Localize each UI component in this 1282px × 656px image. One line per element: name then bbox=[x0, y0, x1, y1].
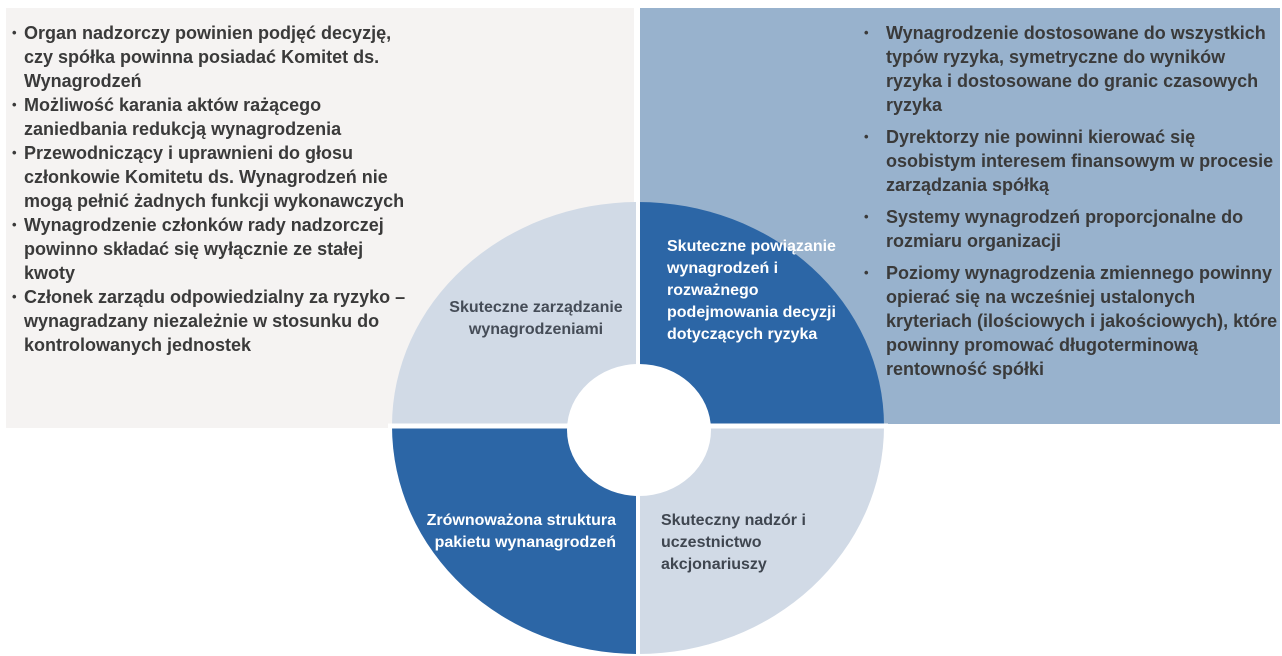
left-bullet-list bbox=[24, 21, 409, 357]
left-bullet-item: • Organ nadzorczy powinien podjęć decyzję, czy spółka powinna posiadać Komitet ds. Wynagrodzeń bbox=[24, 21, 409, 93]
quadrant-label-top-left: Skuteczne zarządzanie wynagrodzeniami bbox=[449, 299, 623, 338]
center-circle bbox=[567, 364, 711, 496]
left-bullet-item: • Przewodniczący i uprawnieni do głosu członkowie Komitetu ds. Wynagrodzeń nie mogą pełnić żadnych funkcji wykonawczych bbox=[24, 141, 409, 213]
quadrant-label-top-right: Skuteczne powiązanie wynagrodzeń i rozważnego podejmowania decyzji dotyczących ryzyka bbox=[667, 238, 836, 343]
right-bullet-item: • Wynagrodzenie dostosowane do wszystkich typów ryzyka, symetryczne do wyników ryzyka i dostosowane do granic czasowych ryzyka bbox=[886, 21, 1278, 117]
right-bullet-list bbox=[886, 21, 1278, 389]
quadrant-label-bottom-left: Zrównoważona struktura pakietu wynanagrodzeń bbox=[426, 512, 616, 551]
right-bullet-item: • Poziomy wynagrodzenia zmiennego powinny opierać się na wcześniej ustalonych kryteriach (ilościowych i jakościowych), które powinny promować długoterminową rentowność spółki bbox=[886, 261, 1278, 381]
left-bullet-item: • Możliwość karania aktów rażącego zaniedbania redukcją wynagrodzenia bbox=[24, 93, 409, 141]
right-bullet-item: • Dyrektorzy nie powinni kierować się osobistym interesem finansowym w procesie zarządzania spółką bbox=[886, 125, 1278, 197]
left-bullet-item: • Członek zarządu odpowiedzialny za ryzyko – wynagradzany niezależnie w stosunku do kontrolowanych jednostek bbox=[24, 285, 409, 357]
left-bullet-item: • Wynagrodzenie członków rady nadzorczej powinno składać się wyłącznie ze stałej kwoty bbox=[24, 213, 409, 285]
quadrant-label-bottom-right: Skuteczny nadzór i uczestnictwo akcjonariuszy bbox=[661, 512, 806, 573]
right-bullet-item: • Systemy wynagrodzeń proporcjonalne do rozmiaru organizacji bbox=[886, 205, 1278, 253]
